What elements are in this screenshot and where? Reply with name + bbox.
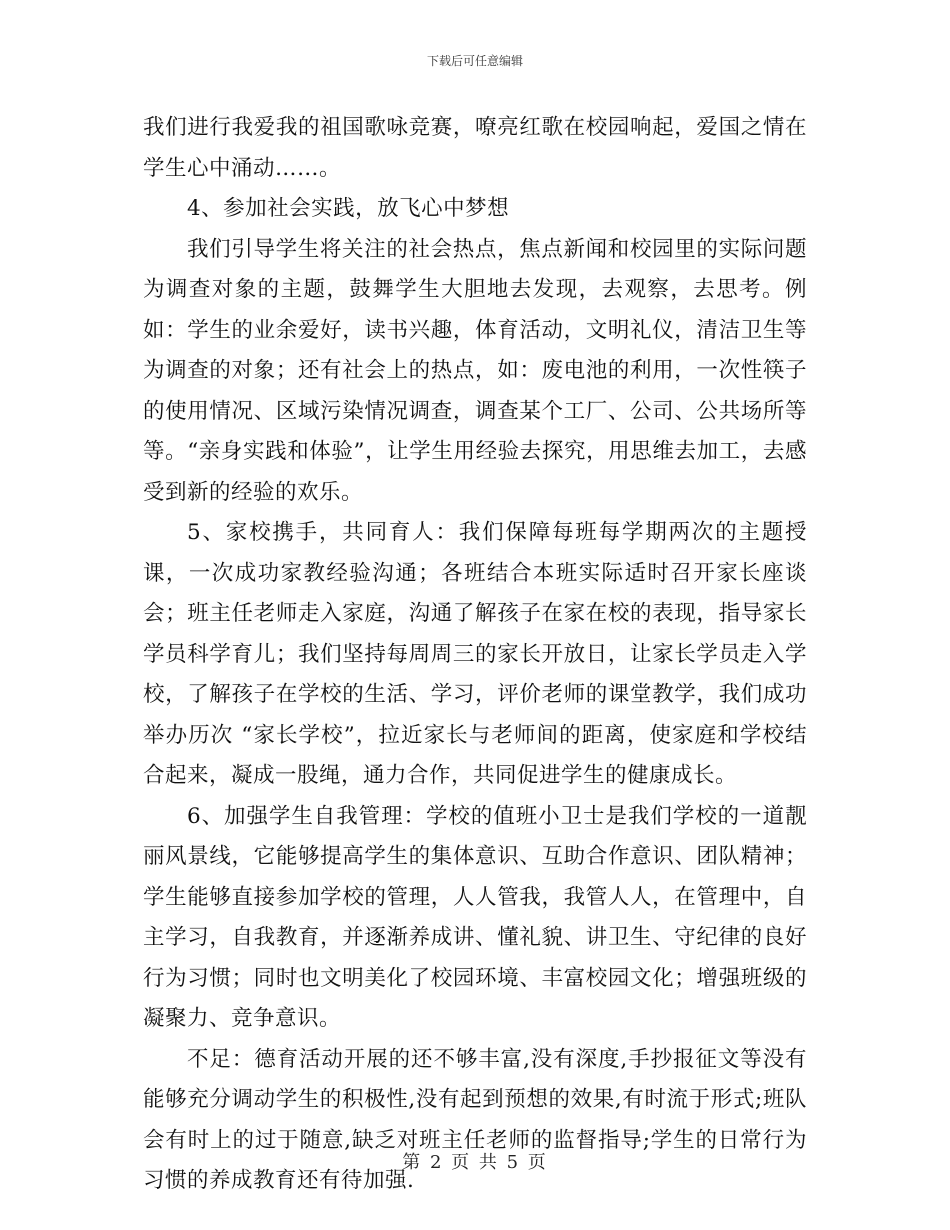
paragraph-1: 我们进行我爱我的祖国歌咏竞赛，嘹亮红歌在校园响起，爱国之情在学生心中涌动……。 [143,115,807,181]
paragraph-5: 6、加强学生自我管理：学校的值班小卫士是我们学校的一道靓丽风景线，它能够提高学生的集体意识、互助合作意识、团队精神；学生能够直接参加学校的管理，人人管我，我管人人，在管理中，自主学习，自我教育，并逐渐养成讲、懂礼貌、讲卫生、守纪律的良好行为习惯；同时也文明美化了校园环境、丰富校园文化；增强班级的凝聚力、竞争意识。 [143,803,807,1031]
paragraph-4: 5、家校携手，共同育人：我们保障每班每学期两次的主题授课，一次成功家教经验沟通；各班结合本班实际适时召开家长座谈会；班主任老师走入家庭，沟通了解孩子在家在校的表现，指导家长学员科学育儿；我们坚持每周周三的家长开放日，让家长学员走入学校，了解孩子在学校的生活、学习，评价老师的课堂教学，我们成功举办历次 “家长学校”，拉近家长与老师间的距离，使家庭和学校结合起来，凝成一股绳，通力合作，共同促进学生的健康成长。 [143,520,807,788]
paragraph-6: 不足：德育活动开展的还不够丰富,没有深度,手抄报征文等没有能够充分调动学生的积极性,没有起到预想的效果,有时流于形式;班队会有时上的过于随意,缺乏对班主任老师的监督指导;学生的日常行为习惯的养成教育还有待加强. [143,1046,807,1193]
document-body [143,108,807,1202]
page-header: 下载后可任意编辑 [426,54,523,68]
paragraph-3: 我们引导学生将关注的社会热点，焦点新闻和校园里的实际问题为调查对象的主题，鼓舞学生大胆地去发现，去观察，去思考。例如：学生的业余爱好，读书兴趣，体育活动，文明礼仪，清洁卫生等为调查的对象；还有社会上的热点，如：废电池的利用，一次性筷子的使用情况、区域污染情况调查，调查某个工厂、公司、公共场所等等。“亲身实践和体验”，让学生用经验去探究，用思维去加工，去感受到新的经验的欢乐。 [143,236,807,505]
page-number-footer: 第 2 页 共 5 页 [402,1152,548,1173]
paragraph-2-heading: 4、参加社会实践，放飞心中梦想 [187,196,510,221]
